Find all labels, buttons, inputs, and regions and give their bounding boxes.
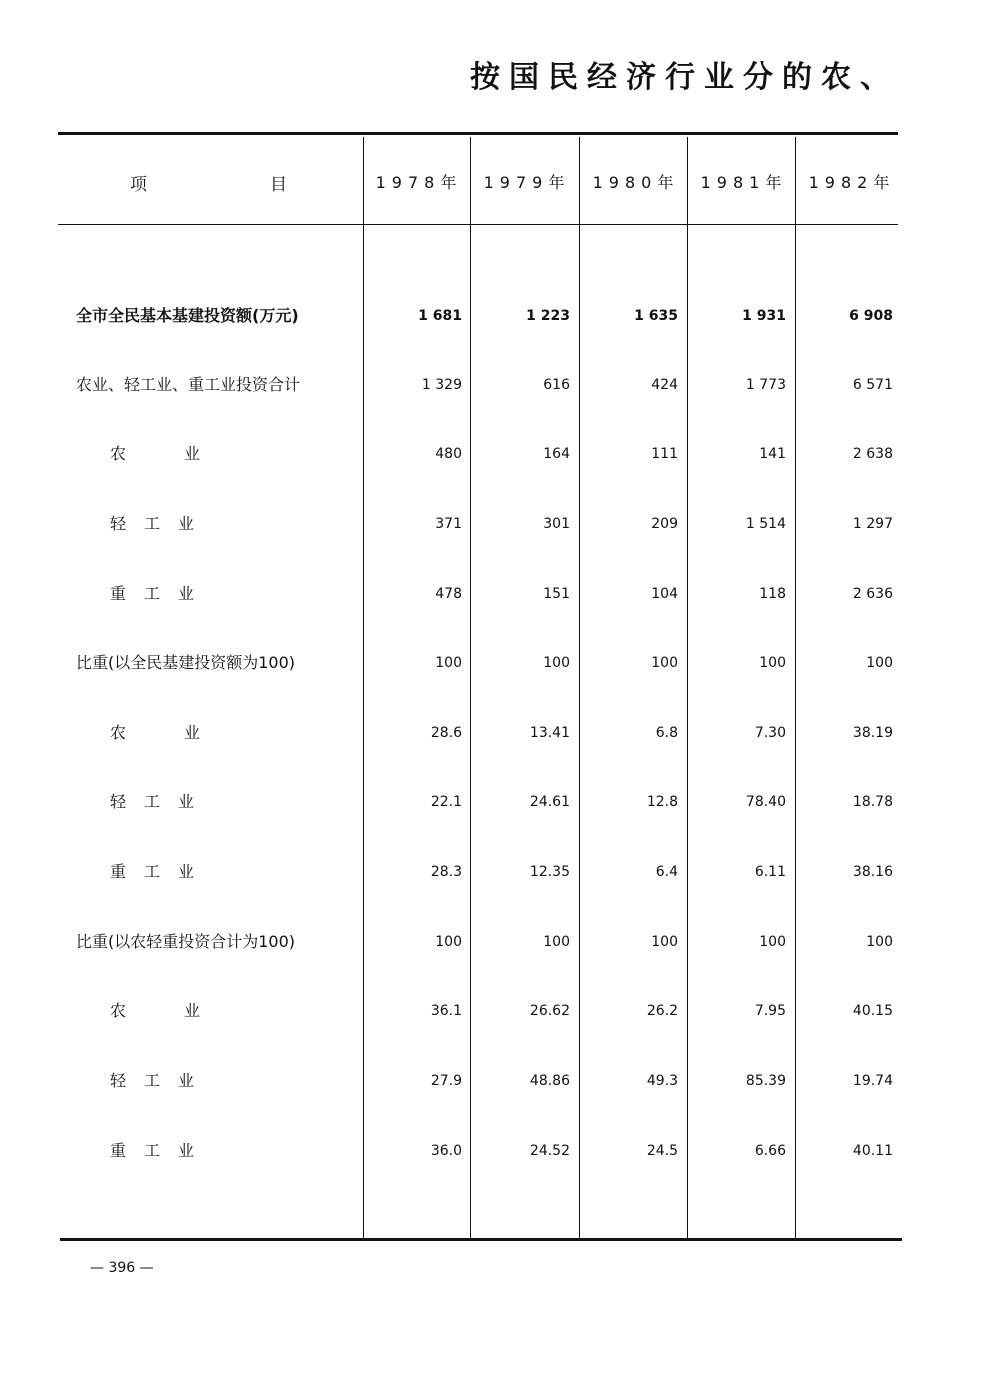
table-cell: 6 908 (849, 308, 893, 324)
row-label: 农业 (110, 1001, 259, 1020)
year-header-1979: 1979年 (483, 173, 571, 192)
table-cell: 85.39 (745, 1073, 786, 1089)
table-row (0, 302, 1000, 330)
table-cell: 480 (435, 446, 462, 462)
row-label: 比重(以农轻重投资合计为100) (76, 932, 296, 951)
row-label: 重工业 (110, 1141, 213, 1160)
table-cell: 2 638 (852, 446, 893, 462)
table-cell: 1 514 (745, 516, 786, 532)
table-row (0, 649, 1000, 677)
table-row (0, 510, 1000, 538)
table-cell: 100 (866, 934, 893, 950)
table-cell: 424 (651, 377, 678, 393)
table-row (0, 440, 1000, 468)
table-row (0, 580, 1000, 608)
table-cell: 1 681 (418, 308, 462, 324)
header-item-label: 项 (130, 175, 147, 195)
row-label: 农业 (110, 723, 259, 742)
table-row (0, 719, 1000, 747)
table-cell: 6.8 (655, 725, 678, 741)
table-cell: 100 (543, 934, 570, 950)
table-cell: 13.41 (529, 725, 570, 741)
table-cell: 36.1 (430, 1003, 462, 1019)
table-cell: 49.3 (646, 1073, 678, 1089)
table-row (0, 928, 1000, 956)
row-label: 轻工业 (110, 792, 213, 811)
table-row (0, 997, 1000, 1025)
table-cell: 118 (759, 586, 786, 602)
table-cell: 1 223 (526, 308, 570, 324)
table-cell: 100 (435, 934, 462, 950)
table-cell: 104 (651, 586, 678, 602)
table-cell: 6.4 (655, 864, 678, 880)
table-cell: 141 (759, 446, 786, 462)
table-cell: 151 (543, 586, 570, 602)
row-label: 重工业 (110, 584, 213, 603)
table-cell: 28.6 (430, 725, 462, 741)
table-cell: 1 329 (421, 377, 462, 393)
row-label: 全市全民基本基建投资额(万元) (76, 306, 299, 325)
table-cell: 209 (651, 516, 678, 532)
table-cell: 7.30 (754, 725, 786, 741)
table-cell: 111 (651, 446, 678, 462)
table-cell: 1 635 (634, 308, 678, 324)
table-cell: 6.11 (754, 864, 786, 880)
table-cell: 48.86 (529, 1073, 570, 1089)
table-row (0, 1137, 1000, 1165)
table-top-rule (58, 132, 898, 135)
table-cell: 100 (651, 655, 678, 671)
table-cell: 164 (543, 446, 570, 462)
table-cell: 100 (435, 655, 462, 671)
table-cell: 38.16 (852, 864, 893, 880)
page-number: — 396 — (90, 1260, 154, 1276)
page-title: 按国民经济行业分的农、 (470, 60, 899, 95)
row-label: 农业 (110, 444, 259, 463)
table-header-rule (58, 224, 898, 225)
table-cell: 24.52 (529, 1143, 570, 1159)
table-row (0, 1067, 1000, 1095)
table-cell: 24.5 (646, 1143, 678, 1159)
table-cell: 26.2 (646, 1003, 678, 1019)
table-cell: 6.66 (754, 1143, 786, 1159)
table-cell: 100 (651, 934, 678, 950)
year-header-1982: 1982年 (808, 173, 896, 192)
table-cell: 100 (866, 655, 893, 671)
year-header-1980: 1980年 (592, 173, 680, 192)
table-bottom-rule (60, 1238, 902, 1241)
table-cell: 78.40 (745, 794, 786, 810)
table-cell: 36.0 (430, 1143, 462, 1159)
table-cell: 7.95 (754, 1003, 786, 1019)
table-cell: 19.74 (852, 1073, 893, 1089)
table-cell: 27.9 (430, 1073, 462, 1089)
table-cell: 12.8 (646, 794, 678, 810)
row-label: 轻工业 (110, 514, 213, 533)
table-cell: 616 (543, 377, 570, 393)
table-cell: 22.1 (430, 794, 462, 810)
table-cell: 100 (759, 655, 786, 671)
row-label: 比重(以全民基建投资额为100) (76, 653, 296, 672)
table-cell: 12.35 (529, 864, 570, 880)
table-cell: 26.62 (529, 1003, 570, 1019)
table-cell: 371 (435, 516, 462, 532)
row-label: 重工业 (110, 862, 213, 881)
table-cell: 40.15 (852, 1003, 893, 1019)
table-cell: 100 (759, 934, 786, 950)
table-row (0, 858, 1000, 886)
table-cell: 100 (543, 655, 570, 671)
table-cell: 6 571 (852, 377, 893, 393)
table-row (0, 788, 1000, 816)
table-cell: 2 636 (852, 586, 893, 602)
table-cell: 1 297 (852, 516, 893, 532)
year-header-1978: 1978年 (375, 173, 463, 192)
table-cell: 1 773 (745, 377, 786, 393)
table-cell: 1 931 (742, 308, 786, 324)
table-cell: 38.19 (852, 725, 893, 741)
table-cell: 28.3 (430, 864, 462, 880)
table-cell: 301 (543, 516, 570, 532)
table-cell: 40.11 (852, 1143, 893, 1159)
table-cell: 18.78 (852, 794, 893, 810)
table-cell: 478 (435, 586, 462, 602)
row-label: 农业、轻工业、重工业投资合计 (76, 375, 301, 394)
row-label: 轻工业 (110, 1071, 213, 1090)
header-item-label: 目 (270, 175, 287, 195)
year-header-1981: 1981年 (700, 173, 788, 192)
table-row (0, 371, 1000, 399)
table-cell: 24.61 (529, 794, 570, 810)
